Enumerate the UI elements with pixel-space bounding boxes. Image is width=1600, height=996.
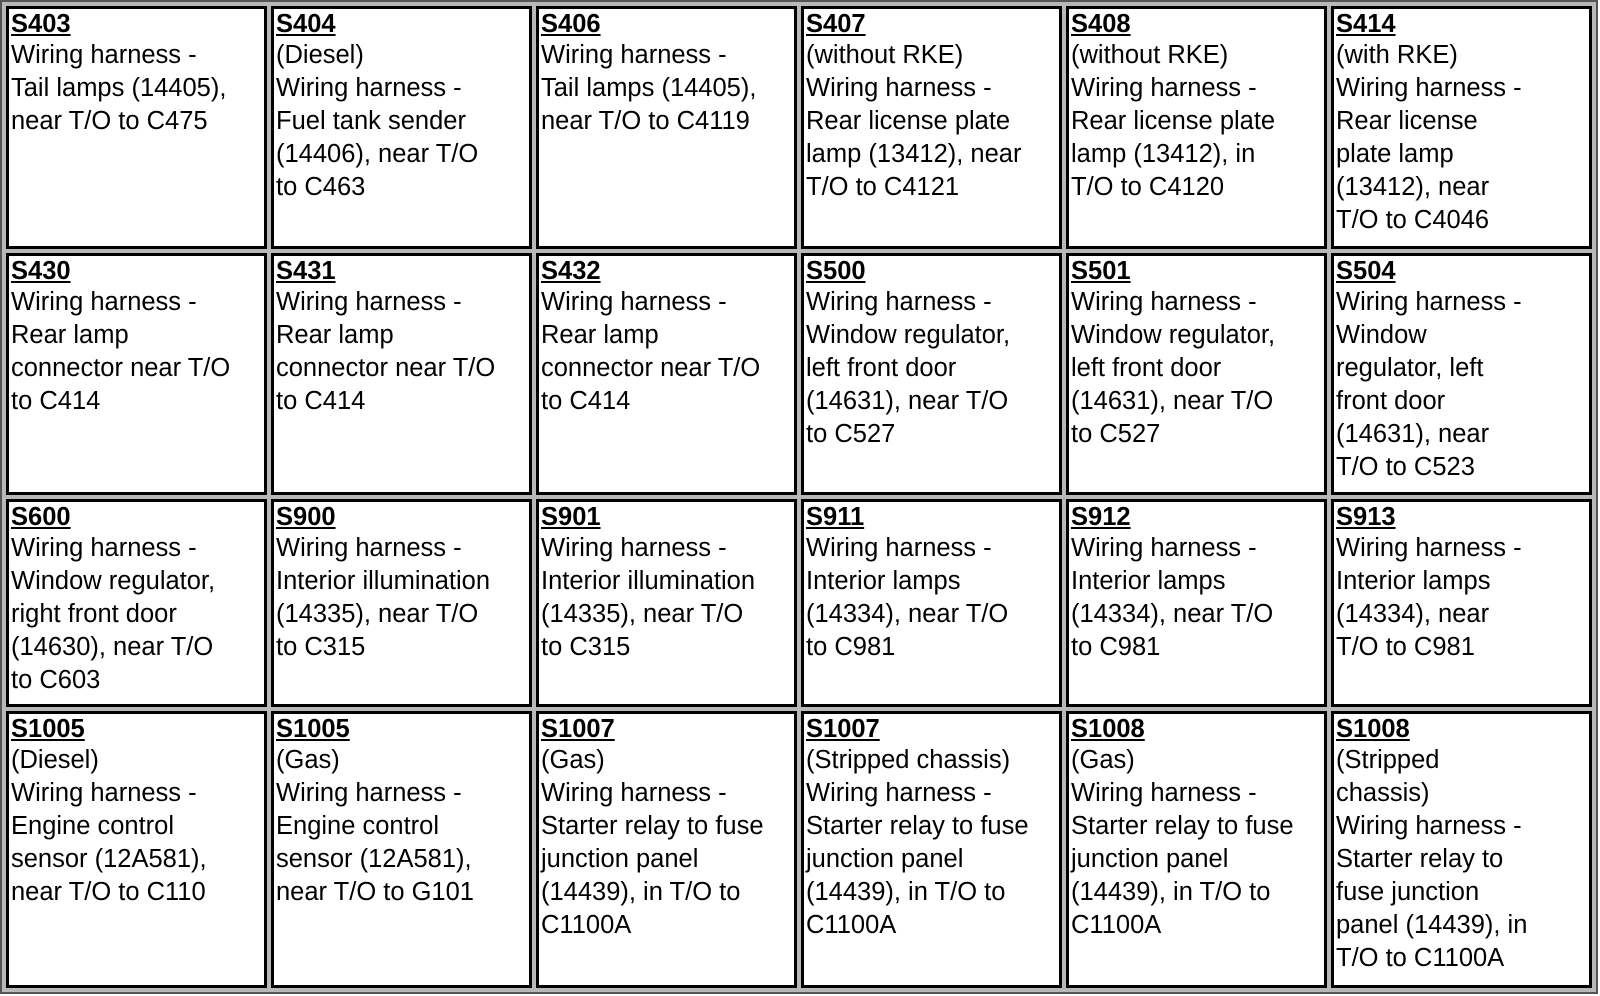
splice-id: S911 [806,503,865,531]
splice-description-line: (Stripped [1336,746,1440,775]
splice-description-line: C1100A [806,911,897,940]
splice-description-line: Starter relay to [1336,845,1504,874]
splice-cell [1066,253,1327,496]
splice-description-line: Wiring harness - [1071,74,1257,102]
splice-description-line: Wiring harness - [276,779,462,808]
splice-description-line: Wiring harness - [276,287,462,316]
splice-description-line: to C527 [806,419,896,448]
splice-description-line: (14335), near T/O [541,600,744,628]
splice-cell [536,6,797,249]
splice-description-line: (14631), near [1336,419,1490,448]
splice-id: S901 [541,503,601,531]
splice-description-line: C1100A [541,911,632,940]
splice-description-line: Wiring harness - [806,534,992,562]
table-row [6,711,1592,988]
splice-description-line: front door [1336,386,1446,415]
splice-description-line: Wiring harness - [1336,812,1522,841]
splice-description-line: sensor (12A581), [276,845,472,874]
splice-description-line: (14439), in T/O to [1071,878,1271,907]
splice-description-line: Wiring harness - [11,779,197,808]
splice-description-line: Wiring harness - [1336,74,1522,102]
splice-description-line: (14439), in T/O to [806,878,1006,907]
splice-description-line: connector near T/O [11,353,231,382]
splice-cell [6,253,267,496]
splice-description-line: (Diesel) [11,746,99,775]
splice-description-line: T/O to C523 [1336,452,1475,481]
splice-description-line: Wiring harness - [806,779,992,808]
splice-description-line: Wiring harness - [541,779,727,808]
splice-id: S500 [806,256,866,285]
splice-description-line: (14334), near [1336,600,1490,628]
table-row [6,253,1592,496]
splice-cell [271,253,532,496]
splice-description-line: to C315 [276,633,366,661]
splice-description-line: Engine control [11,812,175,841]
splice-cell [801,499,1062,707]
splice-description-line: Rear lamp [276,320,394,349]
splice-description-line: T/O to C4120 [1071,173,1225,201]
splice-id: S432 [541,256,601,285]
splice-description-line: to C981 [806,633,896,661]
splice-description-line: to C527 [1071,419,1161,448]
splice-description-line: to C414 [11,386,101,415]
splice-description-line: to C414 [541,386,631,415]
splice-description-line: Starter relay to fuse [806,812,1029,841]
splice-id: S504 [1336,256,1396,285]
splice-description-line: Wiring harness - [1336,287,1522,316]
splice-description-line: near T/O to C110 [11,878,206,907]
splice-description-line: Wiring harness - [1336,534,1522,562]
splice-cell [1331,711,1592,988]
splice-description-line: lamp (13412), in [1071,140,1256,168]
splice-description-line: Tail lamps (14405), [11,74,227,102]
splice-description-line: panel (14439), in [1336,911,1528,940]
splice-description-line: sensor (12A581), [11,845,207,874]
splice-description-line: C1100A [1071,911,1162,940]
splice-description-line: junction panel [806,845,964,874]
splice-description-line: (without RKE) [806,41,964,69]
splice-id: S1007 [541,715,615,744]
splice-description-line: Interior lamps [1336,567,1491,595]
splice-description-line: (14334), near T/O [1071,600,1274,628]
splice-description-line: T/O to C4121 [806,173,960,201]
splice-description-line: (14406), near T/O [276,140,479,168]
splice-description-line: to C414 [276,386,366,415]
splice-id: S431 [276,256,336,285]
splice-description-line: (Gas) [541,746,605,775]
splice-cell [801,6,1062,249]
splice-description-line: chassis) [1336,779,1430,808]
splice-id: S414 [1336,10,1396,38]
splice-description-line: connector near T/O [276,353,496,382]
splice-description-line: Window regulator, [1071,320,1276,349]
splice-description-line: Wiring harness - [11,287,197,316]
splice-id: S1005 [276,715,350,744]
splice-description-line: Rear license plate [806,107,1011,135]
splice-description-line: Wiring harness - [806,287,992,316]
splice-description-line: (13412), near [1336,173,1490,201]
splice-id: S600 [11,503,71,531]
splice-description-line: (with RKE) [1336,41,1458,69]
splice-description-line: Wiring harness - [11,41,197,69]
splice-description-line: T/O to C1100A [1336,944,1505,973]
splice-description-line: Starter relay to fuse [541,812,764,841]
splice-description-line: Rear license [1336,107,1478,135]
splice-description-line: to C315 [541,633,631,661]
splice-description-line: Rear lamp [541,320,659,349]
splice-description-line: Window [1336,320,1427,349]
splice-description-line: Window regulator, [806,320,1011,349]
splice-description-line: near T/O to C475 [11,107,208,135]
splice-cell [6,499,267,707]
splice-description-line: Wiring harness - [276,534,462,562]
splice-description-line: (14631), near T/O [1071,386,1274,415]
splice-description-line: (14335), near T/O [276,600,479,628]
splice-description-line: (Gas) [276,746,340,775]
splice-description-line: Tail lamps (14405), [541,74,757,102]
splice-description-line: plate lamp [1336,140,1454,168]
splice-id: S404 [276,10,336,38]
splice-description-line: Interior illumination [276,567,491,595]
splice-id: S900 [276,503,336,531]
splice-description-line: junction panel [541,845,699,874]
splice-cell [536,711,797,988]
splice-description-line: Wiring harness - [1071,779,1257,808]
splice-description-line: left front door [1071,353,1222,382]
splice-cell [271,6,532,249]
splice-description-line: Wiring harness - [276,74,462,102]
splice-description-line: Wiring harness - [541,287,727,316]
splice-description-line: connector near T/O [541,353,761,382]
splice-description-line: Rear lamp [11,320,129,349]
splice-cell [6,6,267,249]
splice-description-line: (Gas) [1071,746,1135,775]
splice-description-line: Wiring harness - [541,534,727,562]
table-row [6,6,1592,249]
splice-description-line: to C463 [276,173,366,201]
splice-cell [1066,711,1327,988]
splice-cell [6,711,267,988]
splice-description-line: Engine control [276,812,440,841]
splice-description-line: near T/O to C4119 [541,107,750,135]
splice-description-line: (14334), near T/O [806,600,1009,628]
splice-description-line: (14630), near T/O [11,633,214,661]
splice-cell [1331,253,1592,496]
splice-id: S430 [11,256,71,285]
splice-description-line: Wiring harness - [806,74,992,102]
splice-description-line: Window regulator, [11,567,216,595]
splice-description-line: Wiring harness - [1071,534,1257,562]
splice-description-line: Wiring harness - [11,534,197,562]
splice-description-line: left front door [806,353,957,382]
splice-id: S1008 [1071,715,1145,744]
splice-description-line: (Stripped chassis) [806,746,1011,775]
table-row [6,499,1592,707]
splice-description-line: Interior lamps [1071,567,1226,595]
splice-description-line: T/O to C4046 [1336,206,1490,234]
splice-description-line: fuse junction [1336,878,1480,907]
splice-description-line: Rear license plate [1071,107,1276,135]
splice-description-line: Starter relay to fuse [1071,812,1294,841]
splice-description-line: near T/O to G101 [276,878,474,907]
splice-description-line: lamp (13412), near [806,140,1022,168]
splice-id: S408 [1071,10,1131,38]
splice-cell [271,711,532,988]
splice-cell [1331,6,1592,249]
splice-id: S913 [1336,503,1396,531]
splice-description-line: right front door [11,600,177,628]
splice-description-line: Wiring harness - [1071,287,1257,316]
splice-table-body [6,6,1592,988]
splice-description-line: Interior lamps [806,567,961,595]
splice-description-line: regulator, left [1336,353,1484,382]
splice-description-line: (14439), in T/O to [541,878,741,907]
splice-description-line: to C603 [11,666,101,694]
splice-id: S403 [11,10,71,38]
splice-cell [1066,6,1327,249]
splice-description-line: T/O to C981 [1336,633,1475,661]
splice-cell [536,253,797,496]
splice-description-line: Interior illumination [541,567,756,595]
splice-id: S501 [1071,256,1131,285]
splice-id: S1008 [1336,715,1410,744]
splice-cell [536,499,797,707]
splice-cell [801,711,1062,988]
splice-id: S1005 [11,715,85,744]
splice-id: S406 [541,10,601,38]
splice-id: S912 [1071,503,1131,531]
splice-description-line: Wiring harness - [541,41,727,69]
splice-cell [1066,499,1327,707]
splice-description-line: (Diesel) [276,41,364,69]
splice-description-line: to C981 [1071,633,1161,661]
splice-cell [271,499,532,707]
splice-description-line: junction panel [1071,845,1229,874]
splice-cell [801,253,1062,496]
splice-description-line: (without RKE) [1071,41,1229,69]
splice-id: S1007 [806,715,880,744]
splice-id: S407 [806,10,866,38]
splice-description-line: (14631), near T/O [806,386,1009,415]
splice-description-line: Fuel tank sender [276,107,466,135]
splice-cell [1331,499,1592,707]
